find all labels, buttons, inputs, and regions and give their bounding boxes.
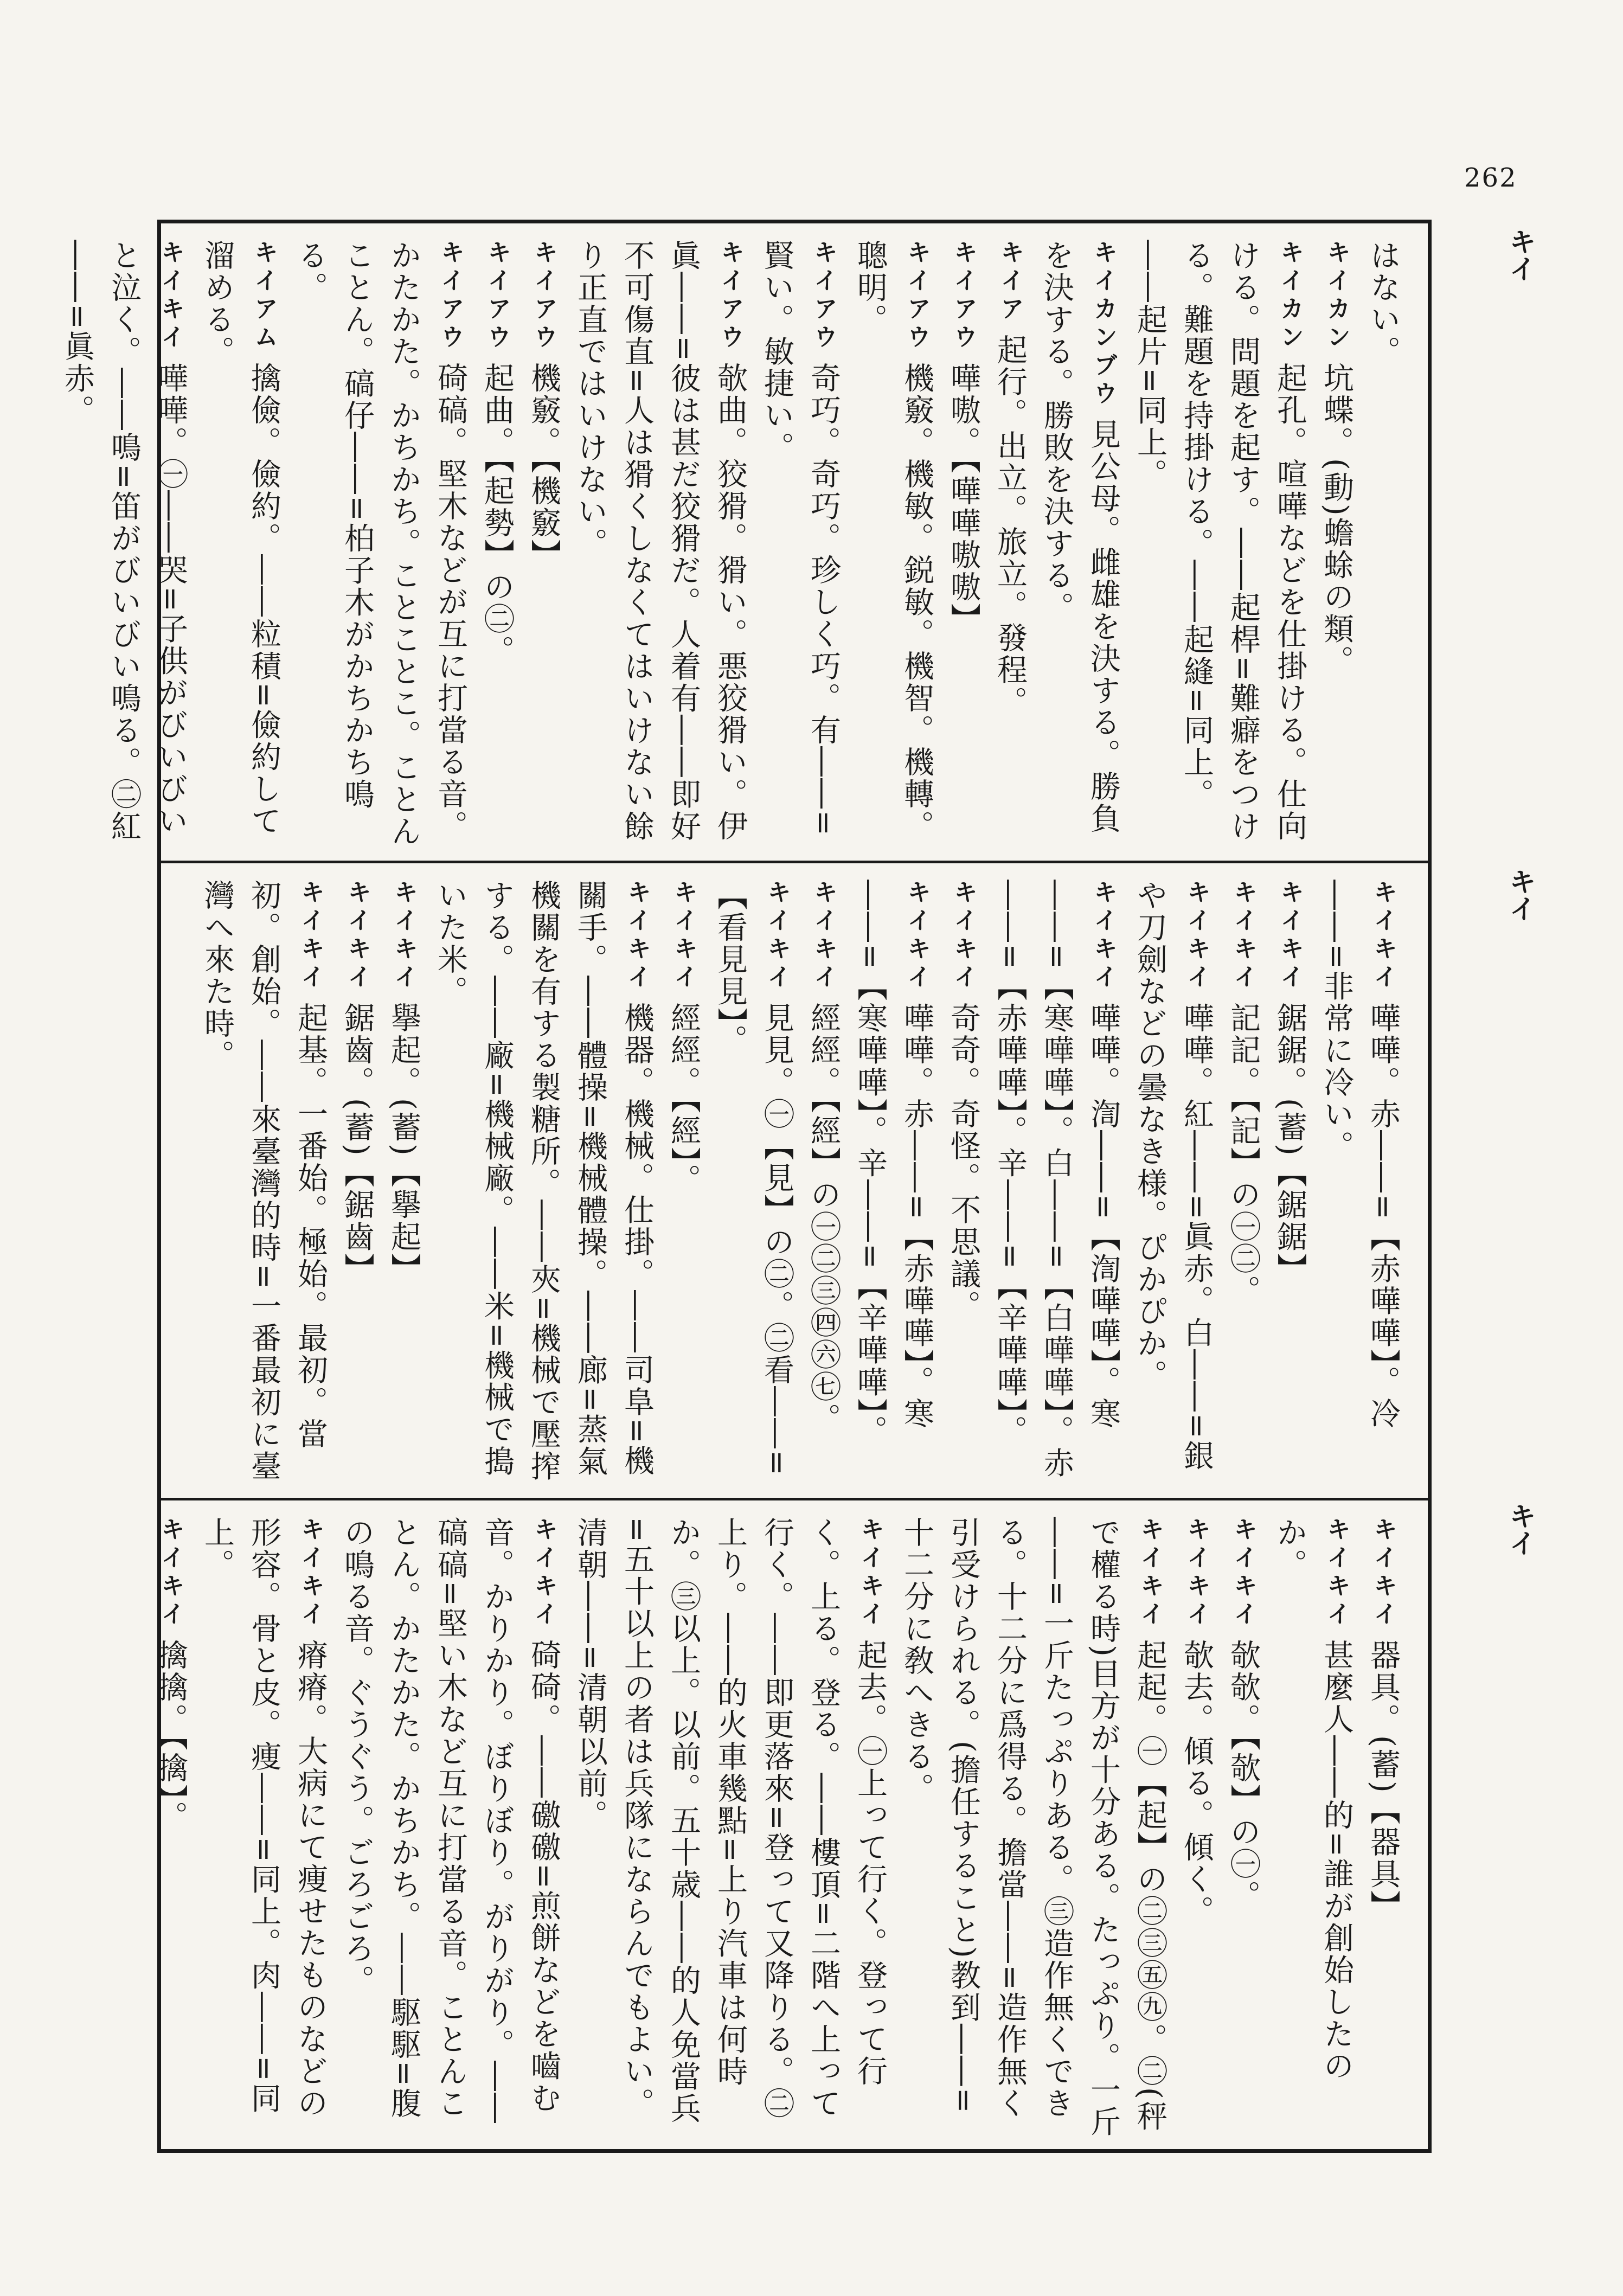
dictionary-entry bbox=[846, 240, 940, 850]
dictionary-entry bbox=[194, 880, 333, 1487]
entry-reading: キイキイ bbox=[623, 880, 651, 992]
dictionary-entry bbox=[753, 240, 846, 850]
dictionary-entry bbox=[1313, 240, 1359, 850]
dictionary-entry bbox=[986, 880, 1126, 1487]
entry-reading: キイキイ bbox=[856, 1517, 884, 1630]
dictionary-entry bbox=[1220, 1517, 1266, 2138]
dictionary-frame bbox=[60, 220, 1432, 2153]
entry-reading: キイキイ bbox=[343, 880, 371, 992]
entry-reading: キイキイ bbox=[1229, 1517, 1257, 1630]
dictionary-entry bbox=[660, 880, 707, 1487]
dictionary-entry bbox=[427, 880, 660, 1487]
entry-reading: キイキイ bbox=[1369, 880, 1397, 992]
dictionary-entry bbox=[1359, 1517, 1406, 2138]
entry-reading: キイキイ bbox=[297, 880, 324, 992]
entry-definition: 經經。【經】の㊀㊁㊂㊃㊅㊆。 bbox=[806, 1002, 841, 1435]
dictionary-entry bbox=[473, 240, 520, 850]
entry-reading: キイキイ bbox=[810, 880, 837, 992]
entry-reading: キイアウ bbox=[810, 240, 837, 352]
running-head-tier-3: キイ bbox=[1505, 1502, 1537, 1556]
dictionary-entry bbox=[940, 240, 986, 850]
entry-definition: 奇奇。奇怪。不思議。 bbox=[946, 1002, 981, 1322]
entry-reading: キイアウ bbox=[903, 240, 931, 352]
entry-reading: キイキイ bbox=[297, 1517, 324, 1630]
entry-definition: 嘩嘩。赤――=【赤嘩嘩】。寒――=【寒嘩嘩】。辛――=【辛嘩嘩】。 bbox=[852, 880, 934, 1447]
entry-reading: キイアウ bbox=[716, 240, 744, 352]
dictionary-entry bbox=[380, 880, 427, 1487]
entry-reading: キイキイ bbox=[763, 880, 791, 992]
entry-definition: 起起。㊀【起】の㊁㊂㊄㊈。㊁(秤で權る時)目方が十分ある。たっぷり。一斤――=一斤たっぷりある。㊂造作無くできる。十二分に爲得る。擔當――=造作無く引受けられる。(擔任すること)教到――=十二分に敎へきる。 bbox=[899, 1517, 1167, 2138]
dictionary-entry bbox=[893, 1517, 1173, 2138]
entry-reading: キイア bbox=[996, 240, 1024, 324]
dictionary-entry bbox=[287, 240, 473, 850]
entry-reading: キイアム bbox=[250, 240, 278, 352]
entry-reading: キイキイ bbox=[1136, 1517, 1164, 1630]
dictionary-entry bbox=[1126, 880, 1220, 1487]
running-head-tier-2: キイ bbox=[1505, 868, 1537, 922]
dictionary-entry bbox=[1359, 240, 1406, 850]
entry-reading: キイアウ bbox=[483, 240, 511, 352]
entry-definition: 鋸齒。(蓄)【鋸齒】 bbox=[339, 1002, 375, 1285]
entry-reading: キイキイ bbox=[530, 1517, 557, 1630]
dictionary-entry bbox=[54, 240, 194, 850]
entry-reading: キイキイ bbox=[670, 880, 697, 992]
dictionary-entry bbox=[846, 880, 940, 1487]
entry-definition: 奇巧。奇巧。珍しく巧。有――=賢い。敏捷い。 bbox=[759, 240, 841, 837]
tier-middle bbox=[161, 861, 1428, 1498]
dictionary-entry bbox=[800, 880, 846, 1487]
entry-definition: 嘩嗷。【嘩嘩嗷嗷】 bbox=[946, 362, 981, 635]
entry-definition: 器具。(蓄)【器具】 bbox=[1365, 1639, 1401, 1922]
dictionary-entry bbox=[940, 880, 986, 1487]
entry-definition: 欹去。傾る。傾く。 bbox=[1179, 1639, 1214, 1927]
entry-definition: 嘩嘩。渹――=【渹嘩嘩】。寒――=【寒嘩嘩】。白――=【白嘩嘩】。赤――=【赤嘩嘩】。辛――=【辛嘩嘩】。 bbox=[992, 880, 1121, 1479]
entry-definition: 擒儉。儉約。――粒積=儉約して溜める。 bbox=[200, 240, 281, 837]
entry-reading: キイカンブウ bbox=[1089, 240, 1117, 409]
dictionary-entry bbox=[1266, 1517, 1359, 2138]
entry-reading: キイカン bbox=[1276, 240, 1304, 352]
dictionary-entry bbox=[1313, 880, 1406, 1487]
entry-reading: キイキイ bbox=[1323, 1517, 1350, 1630]
dictionary-entry bbox=[194, 1517, 333, 2138]
entry-reading: キイアウ bbox=[530, 240, 557, 352]
entry-definition: 瘠瘠。大病にて痩せたものなどの形容。骨と皮。痩――=同上。肉――=同上。 bbox=[200, 1517, 328, 2119]
entry-definition: 坑蝶。(動)蟾蜍の類。 bbox=[1319, 362, 1354, 677]
entry-definition: 碕碻。堅木などが互に打當る音。かたかた。かちかち。ことことこ。ことんことん。碻仔――=柏子木がかちかち鳴る。 bbox=[293, 240, 468, 848]
running-head-tier-1: キイ bbox=[1505, 228, 1537, 282]
entry-definition: 機器。機械。仕掛。――司阜=機關手。――體操=機械體操。――廊=蒸氣機關を有する製糖所。――夾=機械で壓搾する。――廠=機械廠。――米=機械で搗いた米。 bbox=[433, 880, 655, 1483]
dictionary-entry bbox=[567, 1517, 893, 2138]
entry-definition: 起曲。【起勢】の㊁。 bbox=[479, 362, 515, 667]
dictionary-entry bbox=[986, 240, 1033, 850]
entry-definition: 擧起。(蓄)【擧起】 bbox=[386, 1002, 421, 1285]
entry-reading: キイキイ bbox=[1369, 1517, 1397, 1630]
entry-definition: 欹欹。【欹】の㊀。 bbox=[1226, 1639, 1261, 1912]
entry-reading: キイアウ bbox=[437, 240, 464, 352]
entry-definition: 嘩嘩。赤――=【赤嘩嘩】。冷――=非常に冷い。 bbox=[1319, 880, 1401, 1430]
entry-reading: キイアウ bbox=[950, 240, 977, 352]
dictionary-entry bbox=[333, 880, 380, 1487]
entry-definition: 起基。一番始。極始。最初。當初。創始。――來臺灣的時=一番最初に臺灣へ來た時。 bbox=[200, 880, 328, 1483]
entry-reading: キイキイ bbox=[390, 880, 418, 992]
entry-definition: 欹曲。狡猾。猾い。悪狡猾い。伊眞――=彼は甚だ狡猾だ。人着有――即好不可傷直=人は猾くしなくてはいけない餘り正直ではいけない。 bbox=[573, 240, 748, 843]
dictionary-entry bbox=[1173, 1517, 1220, 2138]
entry-definition: 碕碕。――礉礉=煎餅などを嚙む音。かりかり。ぼりぼり。がりがり。――碻碻=堅い木など互に打當る音。ことんことん。かたかた。かちかち。――駆駆=腹の鳴る音。ぐうぐう。ごろごろ。 bbox=[339, 1517, 561, 2125]
entry-definition: 機竅。機敏。鋭敏。機智。機轉。聰明。 bbox=[852, 240, 934, 842]
dictionary-entry bbox=[1266, 880, 1313, 1487]
entry-reading: キイキイ bbox=[1276, 880, 1304, 992]
entry-reading: キイキイ bbox=[1229, 880, 1257, 992]
entry-definition: 嘩嘩。紅――=眞赤。白――=銀や刀劍などの曇なき様。ぴかぴか。 bbox=[1132, 880, 1214, 1472]
entry-reading: キイキイ bbox=[950, 880, 977, 992]
entry-definition: 起行。出立。旅立。發程。 bbox=[992, 334, 1028, 718]
entry-reading: キイキイ bbox=[1183, 880, 1210, 992]
entry-definition: 甚麼人――的=誰が創始したのか。 bbox=[1272, 1517, 1354, 2082]
entry-definition: はない。 bbox=[1365, 240, 1401, 368]
entry-definition: 嘩嘩。㊀――哭=子供がびいびいと泣く。――鳴=笛がびいびい鳴る。㊁紅――=眞赤。 bbox=[60, 240, 188, 843]
entry-reading: キイキイ bbox=[157, 240, 184, 352]
dictionary-entry bbox=[707, 880, 800, 1487]
tier-upper bbox=[60, 223, 1428, 861]
entry-definition: 鋸鋸。(蓄)【鋸鋸】 bbox=[1272, 1002, 1307, 1285]
entry-definition: 記記。【記】の㊀㊁。 bbox=[1226, 1002, 1261, 1307]
dictionary-entry bbox=[147, 1517, 194, 2138]
dictionary-entry bbox=[1126, 240, 1313, 850]
tier-lower bbox=[153, 1498, 1428, 2149]
entry-reading: キイキイ bbox=[157, 1517, 184, 1630]
dictionary-entry bbox=[333, 1517, 567, 2138]
dictionary-entry bbox=[1033, 240, 1126, 850]
entry-definition: 見公母。雌雄を決する。勝負を決する。勝敗を決する。 bbox=[1039, 240, 1121, 835]
dictionary-entry bbox=[194, 240, 287, 850]
entry-definition: 見見。㊀【見】の㊁。㊁看――=【看見見】。 bbox=[713, 880, 794, 1477]
entry-definition: 經經。【經】。 bbox=[666, 1002, 701, 1196]
entry-definition: 起孔。喧嘩などを仕掛ける。仕向ける。問題を起す。――起桿=難癖をつける。難題を持掛ける。――起縫=同上。――起片=同上。 bbox=[1132, 240, 1307, 843]
entry-reading: キイカン bbox=[1323, 240, 1350, 352]
entry-reading: キイキイ bbox=[903, 880, 931, 992]
entry-definition: 起去。㊀上って行く。登って行く。上る。登る。――樓頂=二階へ上って行く。――即更落來=登って又降りる。㊁上り。――的火車幾點=上り汽車は何時か。㊂以上。以前。五十歳――的人免當兵=五十以上の者は兵隊にならんでもよい。清朝――=清朝以前。 bbox=[573, 1517, 888, 2125]
page-number: 262 bbox=[1464, 163, 1517, 193]
entry-reading: キイキイ bbox=[1183, 1517, 1210, 1630]
entry-reading: キイキイ bbox=[1089, 880, 1117, 992]
dictionary-entry bbox=[520, 240, 567, 850]
entry-definition: 擒擒。【擒】。 bbox=[153, 1639, 188, 1833]
dictionary-entry bbox=[1220, 880, 1266, 1487]
dictionary-entry bbox=[567, 240, 753, 850]
entry-definition: 機竅。【機竅】 bbox=[526, 362, 561, 571]
